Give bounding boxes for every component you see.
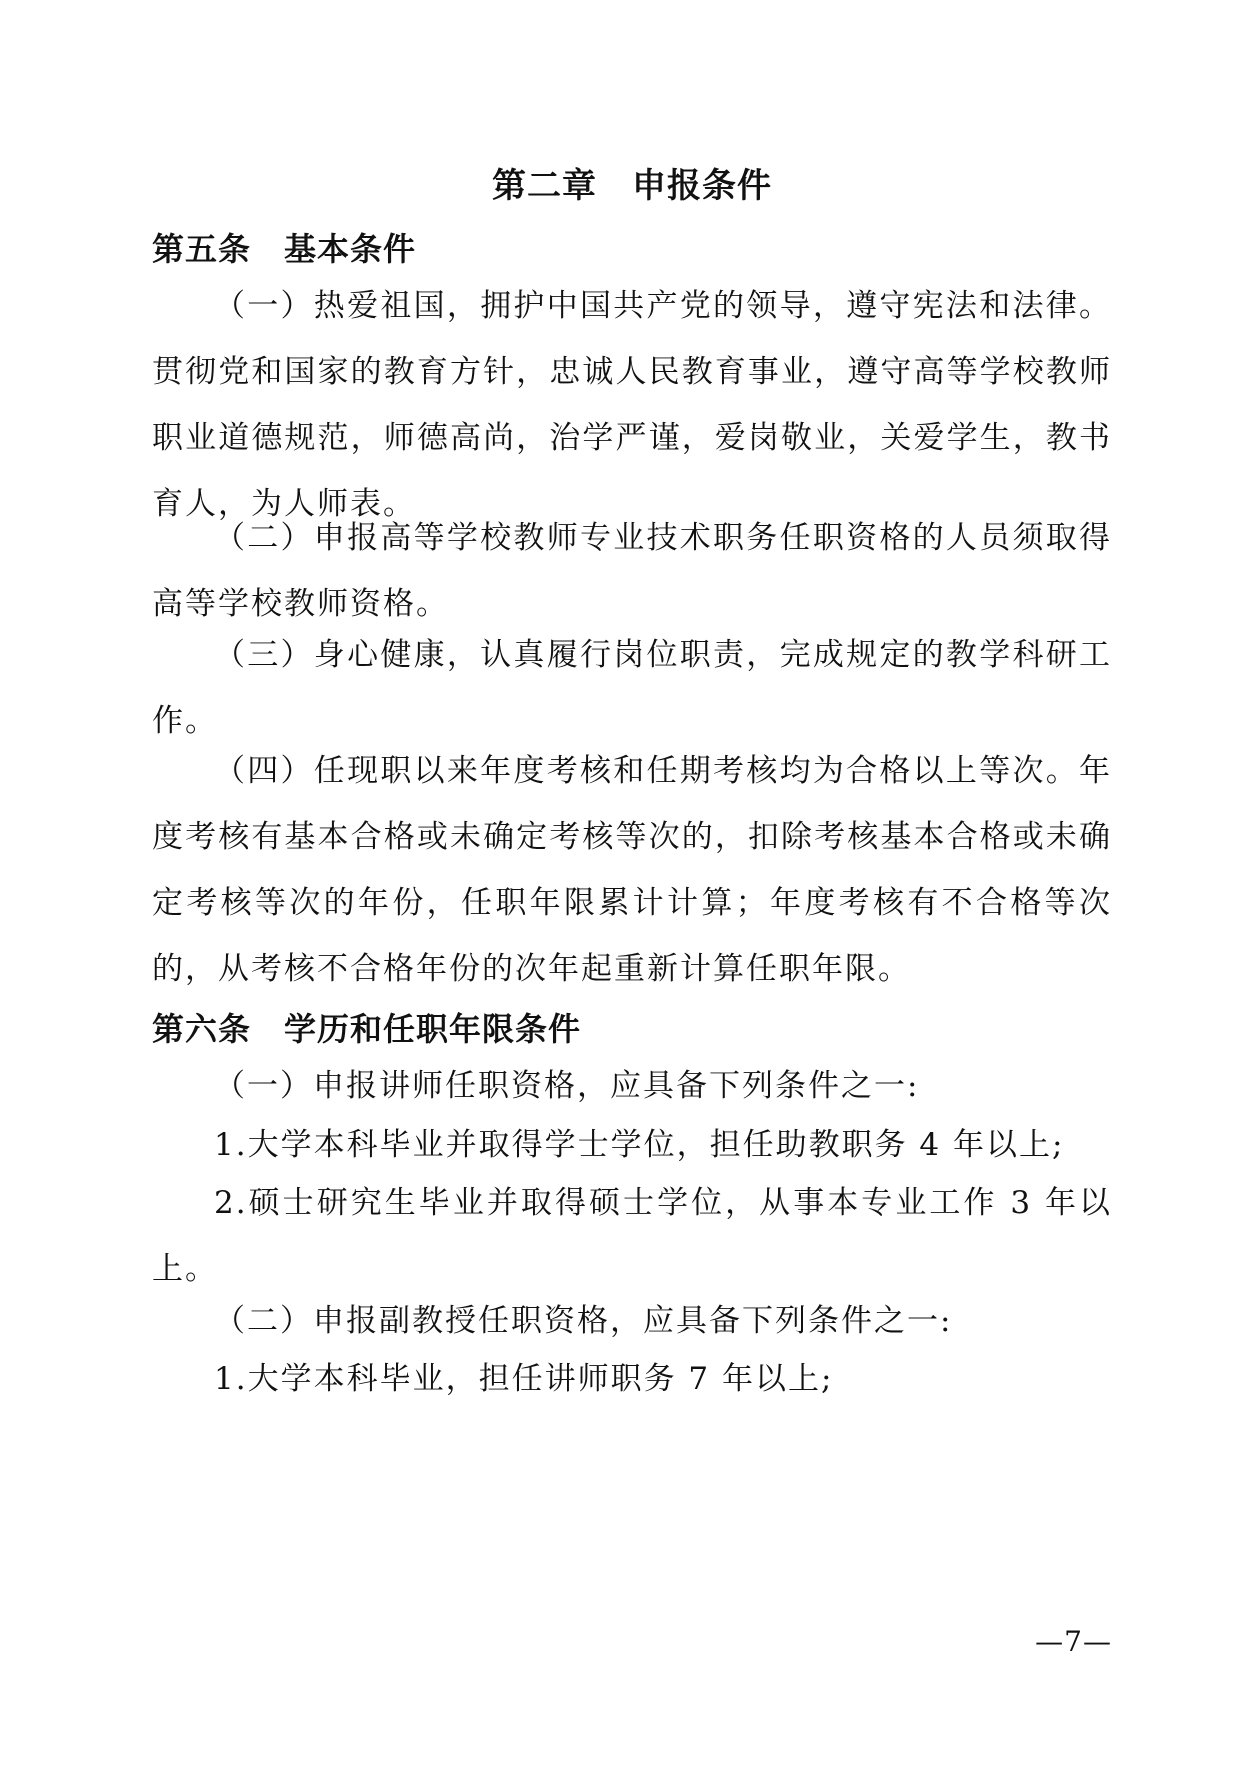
paragraph-5-2: （二）申报高等学校教师专业技术职务任职资格的人员须取得高等学校教师资格。 [152,520,1112,622]
page-number: —7— [1035,1625,1112,1658]
paragraph-5-1: （一）热爱祖国，拥护中国共产党的领导，遵守宪法和法律。贯彻党和国家的教育方针，忠诚人民教育事业，遵守高等学校教师职业道德规范，师德高尚，治学严谨，爱岗敬业，关爱学生，教书育人，为人师表。 [152,288,1112,522]
paragraph-6-5: 1.大学本科毕业，担任讲师职务 7 年以上; [214,1361,834,1397]
document-page [152,0,1112,1777]
chapter-title: 第二章 申报条件 [492,166,772,206]
paragraph-6-2: 1.大学本科毕业并取得学士学位，担任助教职务 4 年以上; [214,1127,1065,1163]
paragraph-5-3: （三）身心健康，认真履行岗位职责，完成规定的教学科研工作。 [152,637,1112,739]
paragraph-6-4: （二）申报副教授任职资格，应具备下列条件之一: [214,1303,953,1339]
paragraph-6-3: 2.硕士研究生毕业并取得硕士学位，从事本专业工作 3 年以上。 [152,1185,1112,1287]
article-title-6: 第六条 学历和任职年限条件 [152,1010,582,1048]
paragraph-6-1: （一）申报讲师任职资格，应具备下列条件之一: [214,1068,920,1104]
paragraph-5-4: （四）任现职以来年度考核和任期考核均为合格以上等次。年度考核有基本合格或未确定考核等次的，扣除考核基本合格或未确定考核等次的年份，任职年限累计计算；年度考核有不合格等次的，从考核不合格年份的次年起重新计算任职年限。 [152,753,1112,987]
article-title-5: 第五条 基本条件 [152,230,417,268]
